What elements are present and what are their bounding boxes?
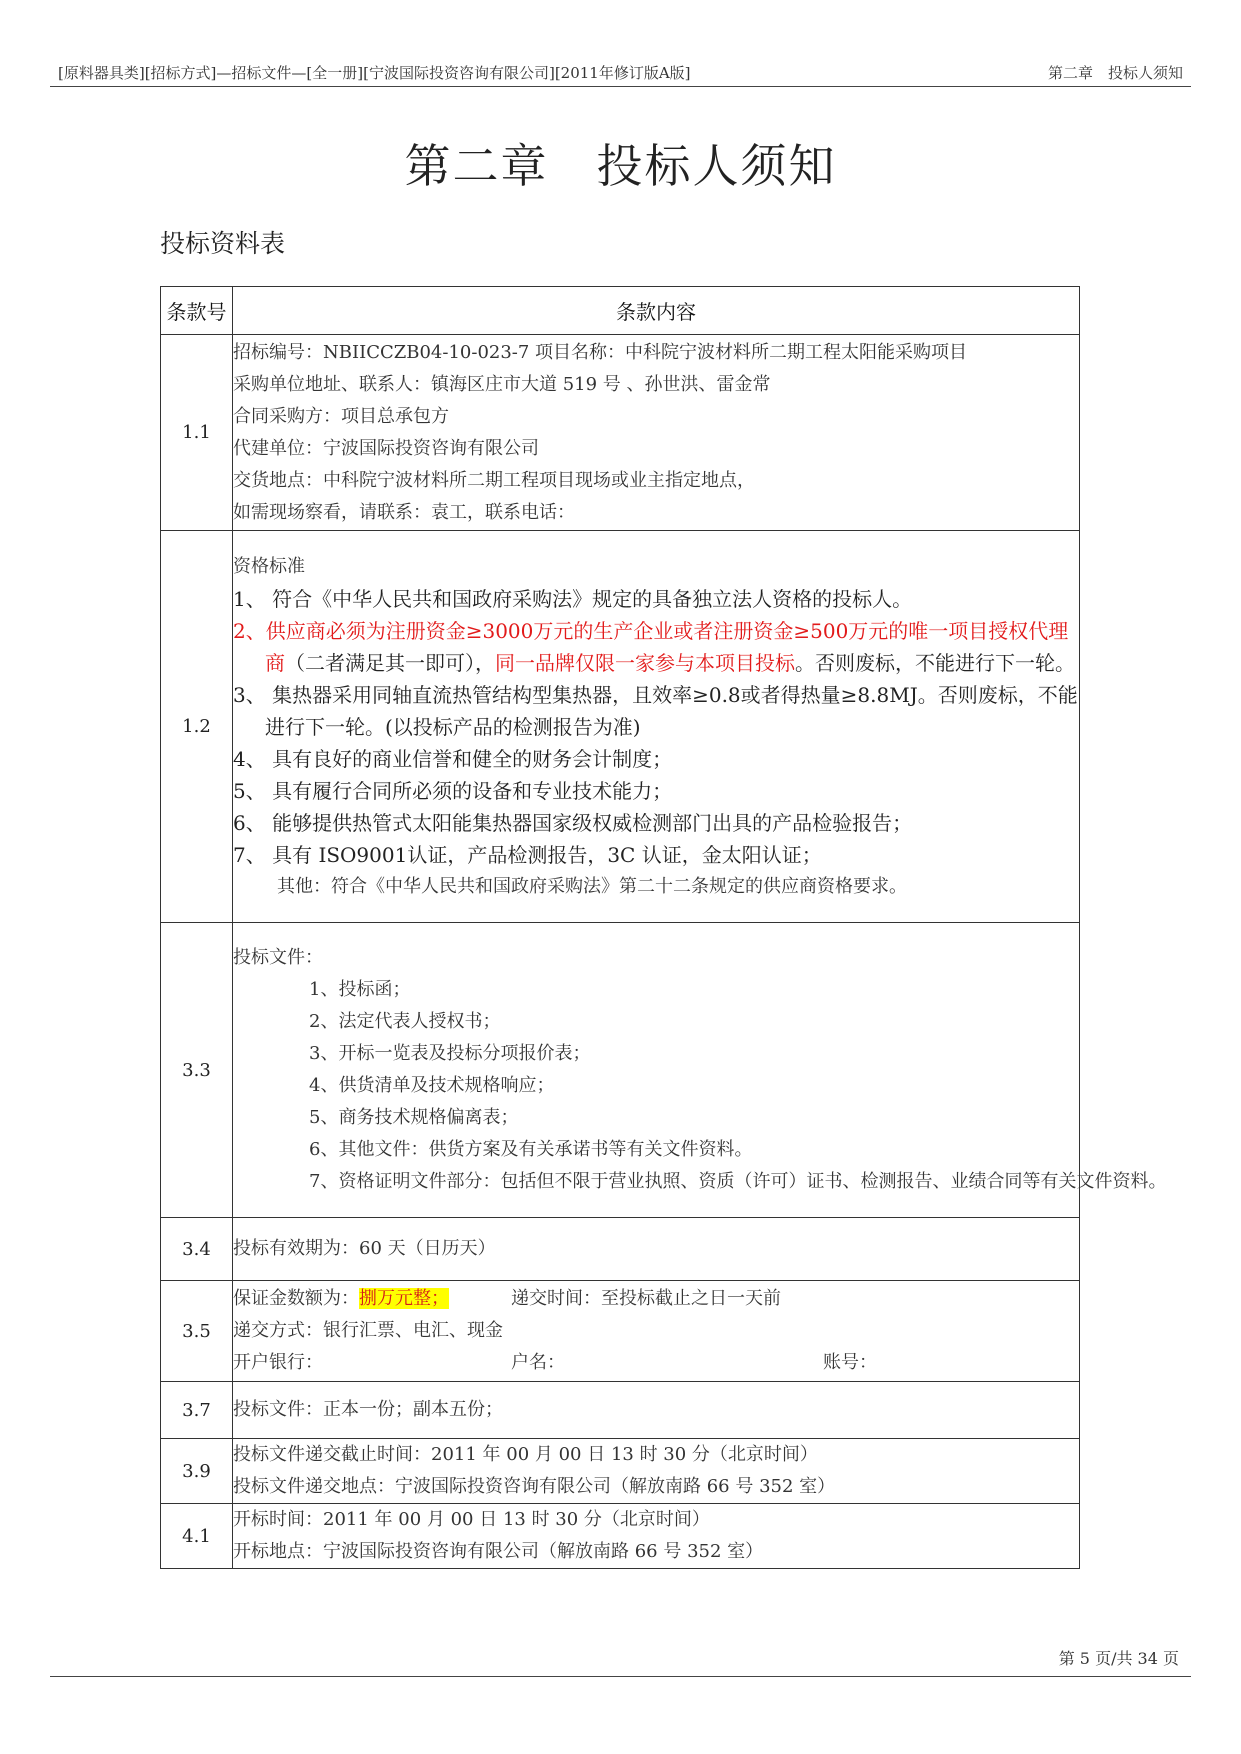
table-row <box>161 1218 1080 1281</box>
text-line: 招标编号：NBIICCZB04-10-023-7 项目名称：中科院宁波材料所二期工程太阳能采购项目 <box>233 341 968 363</box>
list-item: 3、开标一览表及投标分项报价表； <box>309 1043 591 1064</box>
table-row <box>161 1382 1080 1439</box>
list-item: 2、法定代表人授权书； <box>309 1011 501 1032</box>
text-span: （二者满足其一即可）， <box>285 650 495 675</box>
clause-content <box>233 1218 1080 1281</box>
text-line: 递交方式：银行汇票、电汇、现金 <box>233 1320 503 1341</box>
red-requirement: 2、供应商必须为注册资金≥3000万元的生产企业或者注册资金≥500万元的唯一项目授权代理商 <box>233 618 1069 675</box>
section-subtitle: 投标资料表 <box>160 229 286 258</box>
clause-number: 1.2 <box>161 531 233 923</box>
text-line: 6、 能够提供热管式太阳能集热器国家级权威检测部门出具的产品检验报告； <box>233 810 913 835</box>
text-line: 如需现场察看，请联系：袁工，联系电话： <box>233 501 575 523</box>
clause-content <box>233 1382 1080 1439</box>
account-name-label: 户名： <box>511 1352 565 1373</box>
list-item: 4、供货清单及技术规格响应； <box>309 1075 555 1096</box>
text-line: 3、 集热器采用同轴直流热管结构型集热器，且效率≥0.8或者得热量≥8.8MJ。否则废标，不能进行下一轮。(以投标产品的检测报告为准) <box>233 682 1078 739</box>
list-item-text: 7、资格证明文件部分：包括但不限于营业执照、资质（许可）证书、检测报告、业绩合同等有关文件资料。 <box>309 1171 1167 1192</box>
clause-content <box>233 1504 1080 1569</box>
page-header <box>50 58 1191 87</box>
text-line: 5、 具有履行合同所必须的设备和专业技术能力； <box>233 778 673 803</box>
text-line: 投标文件：正本一份；副本五份； <box>233 1399 503 1420</box>
text-line: 采购单位地址、联系人：镇海区庄市大道 519 号 、孙世洪、雷金常 <box>233 373 771 395</box>
text-line: 投标文件： <box>233 947 323 968</box>
clause-content <box>233 1439 1080 1504</box>
bid-data-table <box>160 286 1167 1569</box>
list-item <box>233 1166 1167 1198</box>
clause-number: 3.9 <box>161 1439 233 1504</box>
submit-time: 递交时间：至投标截止之日一天前 <box>511 1288 781 1309</box>
account-number-label: 账号： <box>823 1352 877 1373</box>
text-line: 合同采购方：项目总承包方 <box>233 405 449 427</box>
table-row <box>161 923 1080 1218</box>
clause-number: 1.1 <box>161 335 233 531</box>
clause-number: 3.7 <box>161 1382 233 1439</box>
text-line <box>233 1283 1079 1315</box>
list-item: 5、商务技术规格偏离表； <box>309 1107 519 1128</box>
clause-content <box>233 923 1167 1218</box>
header-chapter: 第二章 投标人须知 <box>1047 64 1183 82</box>
red-requirement: 同一品牌仅限一家参与本项目投标 <box>495 650 795 675</box>
header-clause-no: 条款号 <box>161 287 233 335</box>
text-line: 7、 具有 ISO9001认证，产品检测报告，3C 认证，金太阳认证； <box>233 842 822 867</box>
text-line <box>233 1347 1079 1379</box>
text-line: 1、 符合《中华人民共和国政府采购法》规定的具备独立法人资格的投标人。 <box>233 586 913 611</box>
text-line: 其他：符合《中华人民共和国政府采购法》第二十二条规定的供应商资格要求。 <box>277 875 907 897</box>
clause-number: 3.5 <box>161 1281 233 1382</box>
page-title: 第二章 投标人须知 <box>404 139 837 193</box>
bank-label: 开户银行： <box>233 1352 323 1373</box>
list-item: 6、其他文件：供货方案及有关承诺书等有关文件资料。 <box>309 1139 753 1160</box>
table-row <box>161 1504 1080 1569</box>
clause-content <box>233 531 1080 923</box>
text-line: 投标文件递交截止时间：2011 年 00 月 00 日 13 时 30 分（北京时间） <box>233 1444 818 1465</box>
table-header-row <box>161 287 1080 335</box>
header-clause-content: 条款内容 <box>233 287 1080 335</box>
table-row <box>161 531 1080 923</box>
deposit-label: 保证金数额为： <box>233 1288 359 1309</box>
page-number: 第 5 页/共 34 页 <box>1058 1649 1179 1668</box>
text-line <box>233 615 1079 679</box>
text-line: 开标地点：宁波国际投资咨询有限公司（解放南路 66 号 352 室） <box>233 1541 764 1562</box>
text-line: 4、 具有良好的商业信誉和健全的财务会计制度； <box>233 746 673 771</box>
table-row <box>161 1281 1080 1382</box>
text-line: 投标有效期为：60 天（日历天） <box>233 1238 496 1259</box>
deposit-amount: 捌万元整； <box>359 1288 449 1309</box>
clause-number: 4.1 <box>161 1504 233 1569</box>
text-line: 投标文件递交地点：宁波国际投资咨询有限公司（解放南路 66 号 352 室） <box>233 1476 836 1497</box>
clause-content <box>233 1281 1080 1382</box>
text-span: 。否则废标，不能进行下一轮。 <box>795 650 1075 675</box>
text-line: 资格标准 <box>233 555 305 577</box>
table-row <box>161 335 1080 531</box>
list-item: 1、投标函； <box>309 979 411 1000</box>
table-row <box>161 1439 1080 1504</box>
clause-number: 3.3 <box>161 923 233 1218</box>
text-line: 代建单位：宁波国际投资咨询有限公司 <box>233 437 539 459</box>
text-line: 开标时间：2011 年 00 月 00 日 13 时 30 分（北京时间） <box>233 1509 710 1530</box>
clause-content <box>233 335 1080 531</box>
footer-divider <box>50 1676 1191 1677</box>
clause-number: 3.4 <box>161 1218 233 1281</box>
text-line: 交货地点：中科院宁波材料所二期工程项目现场或业主指定地点， <box>233 469 755 491</box>
header-doc-info: [原料器具类][招标方式]—招标文件—[全一册][宁波国际投资咨询有限公司][2011年修订版A版] <box>58 64 691 82</box>
